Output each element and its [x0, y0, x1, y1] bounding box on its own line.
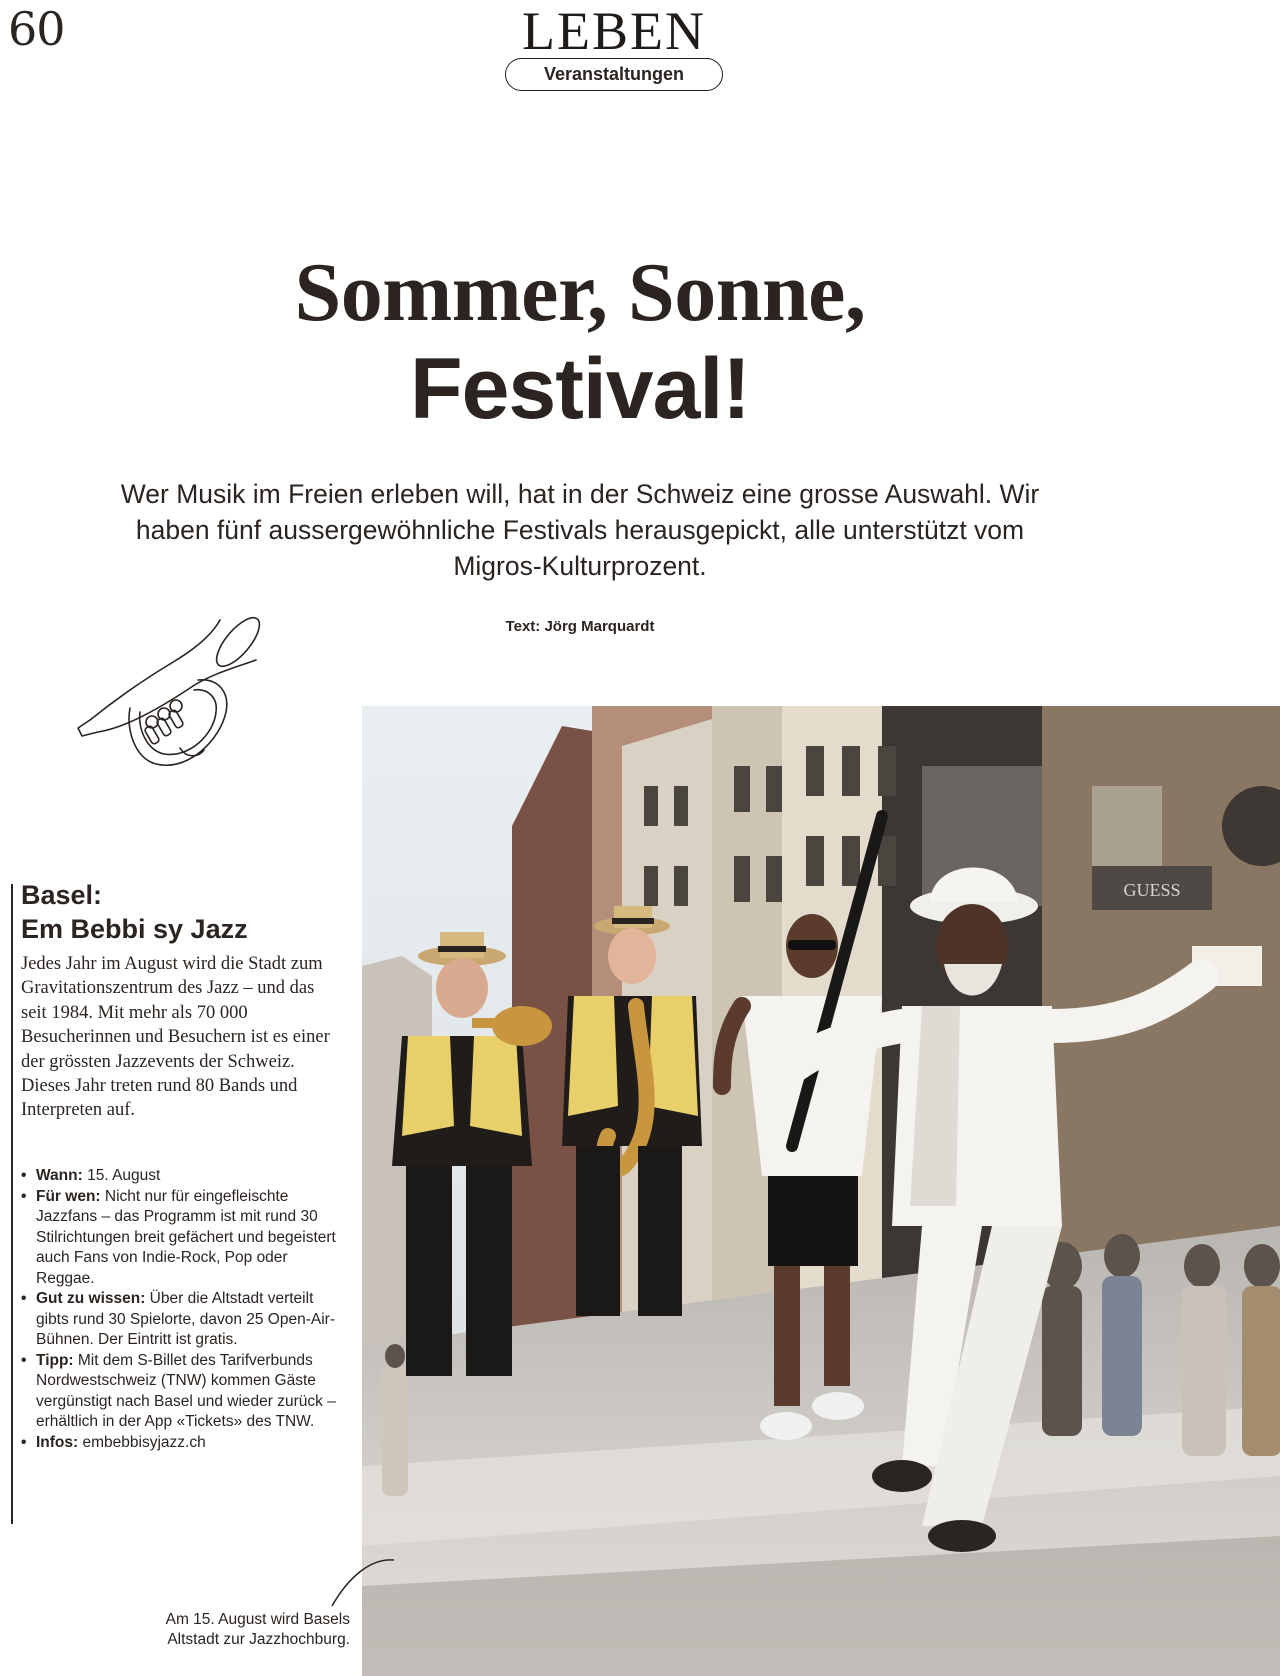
festival-heading: [21, 878, 248, 946]
festival-heading-city: Basel:: [21, 880, 103, 910]
shop-sign: GUESS: [1123, 880, 1181, 900]
caption-pointer-icon: [320, 1552, 400, 1612]
subsection-badge: Veranstaltungen: [505, 58, 723, 91]
headline-line-1: Sommer, Sonne,: [294, 246, 866, 339]
festival-photo: [362, 706, 1280, 1676]
lead-paragraph: Wer Musik im Freien erleben will, hat in der Schweiz eine grosse Auswahl. Wir haben fünf aussergewöhnliche Festivals herausgepickt, alle unterstützt vom Migros-Kulturprozent.: [120, 479, 1040, 581]
fact-text: Mit dem S-Billet des Tarifverbunds Nordwestschweiz (TNW) kommen Gäste vergünstigt nach Basel und wieder zurück – erhältlich in der App «Tickets» des TNW.: [36, 1351, 336, 1430]
section-title: LEBEN: [522, 1, 706, 61]
fact-text: Nicht nur für eingefleischte Jazzfans – das Programm ist mit rund 30 Stilrichtungen breit gefächert und begeistert auch Fans von Indie-Rock, Pop oder Reggae.: [36, 1187, 336, 1287]
festival-facts: [21, 1166, 341, 1453]
info-box-rule: [11, 884, 13, 1524]
fact-label: Gut zu wissen:: [36, 1290, 146, 1307]
festival-heading-name: Em Bebbi sy Jazz: [21, 914, 248, 944]
fact-label: Tipp:: [36, 1351, 74, 1369]
fact-text: embebbisyjazz.ch: [78, 1433, 206, 1451]
page-number: 60: [8, 2, 65, 56]
fact-good-to-know: [21, 1289, 341, 1351]
trumpet-icon: [70, 608, 270, 798]
festival-description: Jedes Jahr im August wird die Stadt zum Gravitationszentrum des Jazz – und das seit 1984. Mit mehr als 70 000 Besucherinnen und Besuchern ist es einer der grössten Jazzevents der Schweiz. Dieses Jahr treten rund 80 Bands und Interpreten auf.: [21, 954, 330, 1121]
headline-line-2: Festival!: [410, 341, 750, 437]
fact-label: Infos:: [36, 1433, 79, 1451]
byline: Text: Jörg Marquardt: [505, 618, 655, 635]
fact-text: 15. August: [82, 1167, 161, 1184]
fact-label: Wann:: [36, 1167, 83, 1184]
fact-tip: [21, 1351, 341, 1433]
fact-label: Für wen:: [36, 1187, 101, 1205]
fact-info: [21, 1433, 341, 1454]
photo-caption: Am 15. August wird Basels Altstadt zur Jazzhochburg.: [165, 1611, 350, 1648]
fact-when: [21, 1166, 341, 1187]
fact-audience: [21, 1187, 341, 1290]
fact-text: Über die Altstadt verteilt gibts rund 30 Spielorte, davon 25 Open-Air-Bühnen. Der Eintritt ist gratis.: [36, 1290, 335, 1348]
